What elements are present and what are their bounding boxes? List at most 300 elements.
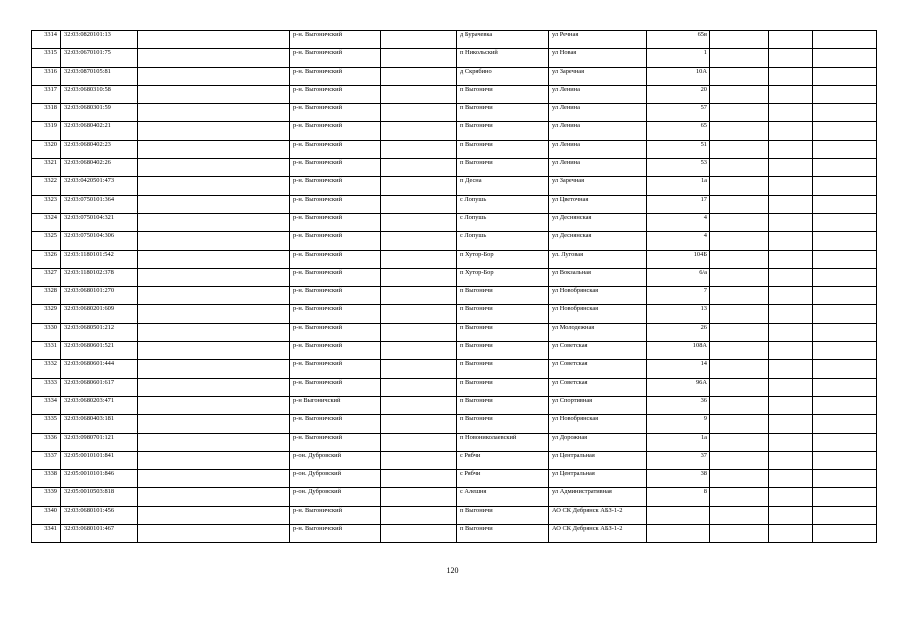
table-row: [32, 159, 877, 177]
empty-cell: [769, 31, 813, 49]
settlement-cell: п Выгоничи: [457, 287, 549, 305]
district-cell: р-н. Выгоничский: [290, 287, 381, 305]
table-row: [32, 323, 877, 341]
street-cell: ул Цветочная: [549, 195, 647, 213]
house-number-cell: 14: [647, 360, 710, 378]
district-cell: р-н. Выгоничский: [290, 323, 381, 341]
empty-cell: [138, 415, 290, 433]
empty-cell: [381, 140, 457, 158]
page-number: 120: [446, 566, 459, 575]
row-number-cell: 3318: [32, 104, 61, 122]
row-number-cell: 3331: [32, 342, 61, 360]
street-cell: ул Дорожная: [549, 433, 647, 451]
empty-cell: [138, 104, 290, 122]
empty-cell: [138, 360, 290, 378]
empty-cell: [769, 67, 813, 85]
empty-cell: [813, 268, 877, 286]
settlement-cell: п Выгоничи: [457, 378, 549, 396]
row-number-cell: 3320: [32, 140, 61, 158]
empty-cell: [138, 250, 290, 268]
cadastral-number-cell: 32:03:0680402:26: [61, 159, 138, 177]
empty-cell: [813, 122, 877, 140]
empty-cell: [710, 177, 769, 195]
empty-cell: [381, 49, 457, 67]
empty-cell: [381, 232, 457, 250]
cadastral-number-cell: 32:03:0680601:617: [61, 378, 138, 396]
empty-cell: [769, 213, 813, 231]
district-cell: р-н. Выгоничский: [290, 122, 381, 140]
empty-cell: [710, 488, 769, 506]
empty-cell: [769, 195, 813, 213]
settlement-cell: п Никольский: [457, 49, 549, 67]
empty-cell: [138, 67, 290, 85]
empty-cell: [381, 506, 457, 524]
empty-cell: [710, 213, 769, 231]
empty-cell: [813, 287, 877, 305]
empty-cell: [710, 323, 769, 341]
empty-cell: [813, 451, 877, 469]
empty-cell: [710, 140, 769, 158]
empty-cell: [813, 433, 877, 451]
empty-cell: [710, 67, 769, 85]
row-number-cell: 3322: [32, 177, 61, 195]
empty-cell: [813, 85, 877, 103]
settlement-cell: с Рябчи: [457, 451, 549, 469]
cadastral-number-cell: 32:03:0820101:13: [61, 31, 138, 49]
district-cell: р-н. Выгоничский: [290, 177, 381, 195]
empty-cell: [710, 451, 769, 469]
table-row: [32, 85, 877, 103]
street-cell: ул Новобрянская: [549, 305, 647, 323]
empty-cell: [813, 525, 877, 543]
table-row: [32, 31, 877, 49]
settlement-cell: п Выгоничи: [457, 85, 549, 103]
empty-cell: [769, 323, 813, 341]
table-row: [32, 342, 877, 360]
empty-cell: [813, 470, 877, 488]
cadastral-number-cell: 32:03:0680601:521: [61, 342, 138, 360]
empty-cell: [710, 305, 769, 323]
table-row: [32, 378, 877, 396]
empty-cell: [381, 213, 457, 231]
house-number-cell: [647, 506, 710, 524]
settlement-cell: п Выгоничи: [457, 140, 549, 158]
empty-cell: [138, 49, 290, 67]
empty-cell: [813, 49, 877, 67]
empty-cell: [769, 177, 813, 195]
district-cell: р-н. Выгоничский: [290, 250, 381, 268]
table-body: [32, 31, 877, 543]
empty-cell: [381, 305, 457, 323]
property-table: [31, 30, 877, 543]
empty-cell: [710, 159, 769, 177]
empty-cell: [381, 177, 457, 195]
empty-cell: [381, 104, 457, 122]
empty-cell: [769, 85, 813, 103]
empty-cell: [769, 360, 813, 378]
empty-cell: [813, 104, 877, 122]
street-cell: ул Новобрянская: [549, 287, 647, 305]
district-cell: р-н. Выгоничский: [290, 506, 381, 524]
district-cell: р-н. Выгоничский: [290, 140, 381, 158]
empty-cell: [381, 122, 457, 140]
cadastral-number-cell: 32:05:0010503:818: [61, 488, 138, 506]
district-cell: р-он. Дубровский: [290, 470, 381, 488]
cadastral-number-cell: 32:03:0680310:58: [61, 85, 138, 103]
street-cell: АО СК Дебрянск АБЗ-1-2: [549, 506, 647, 524]
empty-cell: [710, 470, 769, 488]
cadastral-number-cell: 32:03:0980701:121: [61, 433, 138, 451]
street-cell: ул Вокзальная: [549, 268, 647, 286]
row-number-cell: 3341: [32, 525, 61, 543]
district-cell: р-н. Выгоничский: [290, 525, 381, 543]
settlement-cell: с Лопушь: [457, 195, 549, 213]
table-row: [32, 213, 877, 231]
row-number-cell: 3338: [32, 470, 61, 488]
house-number-cell: 13: [647, 305, 710, 323]
street-cell: ул Деснянская: [549, 213, 647, 231]
empty-cell: [813, 323, 877, 341]
empty-cell: [138, 287, 290, 305]
cadastral-number-cell: 32:03:0670101:75: [61, 49, 138, 67]
empty-cell: [769, 342, 813, 360]
house-number-cell: 65в: [647, 31, 710, 49]
empty-cell: [381, 470, 457, 488]
empty-cell: [138, 268, 290, 286]
empty-cell: [710, 104, 769, 122]
empty-cell: [710, 433, 769, 451]
street-cell: ул Советская: [549, 360, 647, 378]
table-row: [32, 360, 877, 378]
empty-cell: [710, 232, 769, 250]
empty-cell: [710, 360, 769, 378]
empty-cell: [138, 232, 290, 250]
cadastral-number-cell: 32:03:0680101:467: [61, 525, 138, 543]
empty-cell: [813, 195, 877, 213]
empty-cell: [710, 31, 769, 49]
district-cell: р-н. Выгоничский: [290, 378, 381, 396]
empty-cell: [769, 140, 813, 158]
empty-cell: [138, 451, 290, 469]
cadastral-number-cell: 32:03:0750104:321: [61, 213, 138, 231]
empty-cell: [381, 195, 457, 213]
house-number-cell: 51: [647, 140, 710, 158]
district-cell: р-н. Выгоничский: [290, 31, 381, 49]
empty-cell: [381, 433, 457, 451]
empty-cell: [813, 31, 877, 49]
settlement-cell: п Выгоничи: [457, 525, 549, 543]
cadastral-number-cell: 32:03:0420501:473: [61, 177, 138, 195]
settlement-cell: п Выгоничи: [457, 305, 549, 323]
empty-cell: [813, 159, 877, 177]
street-cell: ул Центральная: [549, 470, 647, 488]
district-cell: р-н. Выгоничский: [290, 342, 381, 360]
empty-cell: [769, 305, 813, 323]
table-row: [32, 250, 877, 268]
settlement-cell: п Выгоничи: [457, 415, 549, 433]
house-number-cell: 10А: [647, 67, 710, 85]
empty-cell: [381, 360, 457, 378]
empty-cell: [381, 396, 457, 414]
empty-cell: [138, 213, 290, 231]
house-number-cell: 37: [647, 451, 710, 469]
empty-cell: [381, 85, 457, 103]
empty-cell: [813, 396, 877, 414]
district-cell: р-н. Выгоничский: [290, 433, 381, 451]
empty-cell: [710, 525, 769, 543]
house-number-cell: 6/а: [647, 268, 710, 286]
row-number-cell: 3315: [32, 49, 61, 67]
empty-cell: [138, 159, 290, 177]
empty-cell: [769, 232, 813, 250]
empty-cell: [710, 122, 769, 140]
empty-cell: [138, 140, 290, 158]
house-number-cell: 1а: [647, 177, 710, 195]
row-number-cell: 3324: [32, 213, 61, 231]
row-number-cell: 3326: [32, 250, 61, 268]
empty-cell: [138, 177, 290, 195]
empty-cell: [138, 85, 290, 103]
street-cell: ул Ленина: [549, 159, 647, 177]
district-cell: р-н. Выгоничский: [290, 213, 381, 231]
street-cell: ул Деснянская: [549, 232, 647, 250]
table-row: [32, 525, 877, 543]
empty-cell: [138, 122, 290, 140]
empty-cell: [769, 378, 813, 396]
street-cell: ул. Луговая: [549, 250, 647, 268]
street-cell: ул Речная: [549, 31, 647, 49]
house-number-cell: 20: [647, 85, 710, 103]
empty-cell: [138, 396, 290, 414]
cadastral-number-cell: 32:05:0010101:846: [61, 470, 138, 488]
empty-cell: [710, 415, 769, 433]
settlement-cell: с Алешня: [457, 488, 549, 506]
empty-cell: [813, 360, 877, 378]
empty-cell: [710, 378, 769, 396]
settlement-cell: п Выгоничи: [457, 104, 549, 122]
district-cell: р-он. Дубровский: [290, 451, 381, 469]
table-row: [32, 104, 877, 122]
table-row: [32, 451, 877, 469]
row-number-cell: 3314: [32, 31, 61, 49]
district-cell: р-н. Выгоничский: [290, 232, 381, 250]
street-cell: ул Спортивная: [549, 396, 647, 414]
empty-cell: [710, 49, 769, 67]
house-number-cell: 108А: [647, 342, 710, 360]
cadastral-number-cell: 32:03:0680203:471: [61, 396, 138, 414]
empty-cell: [813, 488, 877, 506]
empty-cell: [138, 195, 290, 213]
row-number-cell: 3329: [32, 305, 61, 323]
row-number-cell: 3334: [32, 396, 61, 414]
empty-cell: [381, 250, 457, 268]
row-number-cell: 3333: [32, 378, 61, 396]
settlement-cell: с Лопушь: [457, 213, 549, 231]
settlement-cell: п Выгоничи: [457, 396, 549, 414]
empty-cell: [381, 31, 457, 49]
empty-cell: [138, 506, 290, 524]
settlement-cell: с Рябчи: [457, 470, 549, 488]
settlement-cell: с Лопушь: [457, 232, 549, 250]
empty-cell: [813, 232, 877, 250]
district-cell: р-н. Выгоничский: [290, 49, 381, 67]
empty-cell: [381, 488, 457, 506]
empty-cell: [381, 525, 457, 543]
settlement-cell: п Выгоничи: [457, 122, 549, 140]
empty-cell: [710, 396, 769, 414]
row-number-cell: 3340: [32, 506, 61, 524]
cadastral-number-cell: 32:03:0870105:81: [61, 67, 138, 85]
settlement-cell: п Хутор-Бор: [457, 250, 549, 268]
street-cell: ул Новая: [549, 49, 647, 67]
empty-cell: [381, 451, 457, 469]
empty-cell: [381, 268, 457, 286]
empty-cell: [813, 305, 877, 323]
district-cell: р-н. Выгоничский: [290, 195, 381, 213]
empty-cell: [813, 140, 877, 158]
street-cell: ул Молодежная: [549, 323, 647, 341]
cadastral-number-cell: 32:05:0010101:841: [61, 451, 138, 469]
empty-cell: [813, 415, 877, 433]
empty-cell: [769, 104, 813, 122]
empty-cell: [138, 470, 290, 488]
street-cell: ул Центральная: [549, 451, 647, 469]
district-cell: р-н. Выгоничский: [290, 268, 381, 286]
district-cell: р-н. Выгоничский: [290, 360, 381, 378]
house-number-cell: 53: [647, 159, 710, 177]
cadastral-number-cell: 32:03:0680402:23: [61, 140, 138, 158]
district-cell: р-н. Выгоничский: [290, 104, 381, 122]
table-row: [32, 49, 877, 67]
empty-cell: [710, 342, 769, 360]
settlement-cell: д Скрябино: [457, 67, 549, 85]
empty-cell: [769, 488, 813, 506]
house-number-cell: 1а: [647, 433, 710, 451]
settlement-cell: п Выгоничи: [457, 323, 549, 341]
cadastral-number-cell: 32:03:0680402:21: [61, 122, 138, 140]
settlement-cell: п Хутор-Бор: [457, 268, 549, 286]
empty-cell: [769, 470, 813, 488]
district-cell: р-он. Дубровский: [290, 488, 381, 506]
empty-cell: [813, 250, 877, 268]
house-number-cell: 4: [647, 213, 710, 231]
row-number-cell: 3335: [32, 415, 61, 433]
empty-cell: [769, 122, 813, 140]
house-number-cell: 17: [647, 195, 710, 213]
district-cell: р-н. Выгоничский: [290, 67, 381, 85]
house-number-cell: 96А: [647, 378, 710, 396]
empty-cell: [138, 488, 290, 506]
settlement-cell: п Новониколаевский: [457, 433, 549, 451]
row-number-cell: 3325: [32, 232, 61, 250]
empty-cell: [769, 415, 813, 433]
empty-cell: [381, 415, 457, 433]
cadastral-number-cell: 32:03:1180102:378: [61, 268, 138, 286]
table-row: [32, 470, 877, 488]
house-number-cell: 38: [647, 470, 710, 488]
table-row: [32, 232, 877, 250]
empty-cell: [813, 342, 877, 360]
empty-cell: [769, 525, 813, 543]
empty-cell: [381, 159, 457, 177]
house-number-cell: [647, 525, 710, 543]
settlement-cell: п Выгоничи: [457, 360, 549, 378]
row-number-cell: 3327: [32, 268, 61, 286]
empty-cell: [813, 506, 877, 524]
table-row: [32, 195, 877, 213]
street-cell: ул Административная: [549, 488, 647, 506]
street-cell: ул Новобрянская: [549, 415, 647, 433]
cadastral-number-cell: 32:03:0680101:270: [61, 287, 138, 305]
house-number-cell: 57: [647, 104, 710, 122]
settlement-cell: д Бурачевка: [457, 31, 549, 49]
district-cell: р-н. Выгоничский: [290, 305, 381, 323]
district-cell: р-н. Выгоничский: [290, 415, 381, 433]
empty-cell: [138, 378, 290, 396]
table-row: [32, 396, 877, 414]
street-cell: ул Ленина: [549, 122, 647, 140]
row-number-cell: 3328: [32, 287, 61, 305]
street-cell: ул Советская: [549, 342, 647, 360]
empty-cell: [138, 525, 290, 543]
settlement-cell: п Выгоничи: [457, 159, 549, 177]
empty-cell: [813, 177, 877, 195]
house-number-cell: 7: [647, 287, 710, 305]
cadastral-number-cell: 32:03:0680201:609: [61, 305, 138, 323]
empty-cell: [769, 268, 813, 286]
empty-cell: [138, 433, 290, 451]
empty-cell: [769, 287, 813, 305]
empty-cell: [138, 305, 290, 323]
settlement-cell: п Выгоничи: [457, 506, 549, 524]
row-number-cell: 3330: [32, 323, 61, 341]
row-number-cell: 3323: [32, 195, 61, 213]
street-cell: ул Ленина: [549, 85, 647, 103]
empty-cell: [813, 67, 877, 85]
table-row: [32, 122, 877, 140]
row-number-cell: 3317: [32, 85, 61, 103]
district-cell: р-н. Выгоничский: [290, 159, 381, 177]
empty-cell: [769, 159, 813, 177]
table-row: [32, 67, 877, 85]
cadastral-number-cell: 32:03:0680501:212: [61, 323, 138, 341]
house-number-cell: 36: [647, 396, 710, 414]
table-row: [32, 506, 877, 524]
table-row: [32, 140, 877, 158]
empty-cell: [381, 342, 457, 360]
empty-cell: [381, 378, 457, 396]
row-number-cell: 3337: [32, 451, 61, 469]
empty-cell: [769, 396, 813, 414]
house-number-cell: 8: [647, 488, 710, 506]
district-cell: р-н Выгоничский: [290, 396, 381, 414]
empty-cell: [813, 378, 877, 396]
cadastral-number-cell: 32:03:0750104:306: [61, 232, 138, 250]
street-cell: ул Ленина: [549, 104, 647, 122]
cadastral-number-cell: 32:03:0680101:456: [61, 506, 138, 524]
table-row: [32, 488, 877, 506]
table-row: [32, 305, 877, 323]
cadastral-number-cell: 32:03:0680301:59: [61, 104, 138, 122]
table-row: [32, 433, 877, 451]
row-number-cell: 3339: [32, 488, 61, 506]
empty-cell: [381, 67, 457, 85]
empty-cell: [381, 287, 457, 305]
empty-cell: [710, 250, 769, 268]
empty-cell: [769, 433, 813, 451]
table-row: [32, 287, 877, 305]
empty-cell: [710, 195, 769, 213]
